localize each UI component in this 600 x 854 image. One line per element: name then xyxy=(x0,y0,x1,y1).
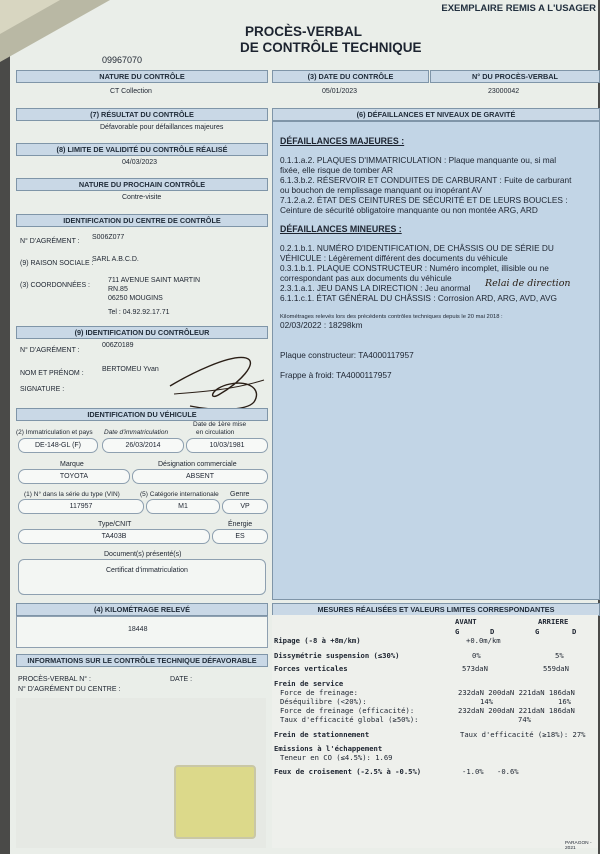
measures-header: MESURES RÉALISÉES ET VALEURS LIMITES CORRESPONDANTES xyxy=(272,603,600,616)
address-line-3: 06250 MOUGINS xyxy=(108,295,163,302)
immat-label: (2) Immatriculation et pays xyxy=(16,429,93,436)
designation-label: Désignation commerciale xyxy=(158,461,237,468)
footer-mark: PARAGON - 2021 xyxy=(565,841,592,851)
minor-line-1: 0.2.1.b.1. NUMÉRO D'IDENTIFICATION, DE CHÂSSIS OU DE SÉRIE DU xyxy=(280,243,554,253)
force-freinage-values: 232daN 200daN 221daN 186daN xyxy=(458,688,575,697)
arriere-d: D xyxy=(572,627,577,636)
desequilibre-arriere: 16% xyxy=(558,697,571,706)
emissions-label: Emissions à l'échappement xyxy=(274,744,383,753)
pv-document xyxy=(10,0,598,854)
copy-label: EXEMPLAIRE REMIS A L'USAGER xyxy=(441,3,596,14)
validity-value: 04/03/2023 xyxy=(122,159,158,166)
feux-label: Feux de croisement (-2.5% à -0.5%) xyxy=(274,767,422,776)
title-line-1: PROCÈS-VERBAL xyxy=(245,24,363,39)
taux-global-value: 74% xyxy=(518,715,531,724)
info-pv-label: PROCÈS-VERBAL N° : xyxy=(18,676,91,683)
avant-g: G xyxy=(455,627,460,636)
category-label: (5) Catégorie internationale xyxy=(140,491,219,498)
pv-number-value: 23000042 xyxy=(488,88,520,95)
forces-arriere: 559daN xyxy=(543,664,569,673)
km-history-note: Kilométrages relevés lors des précédents contrôles techniques depuis le 20 mai 2018 : xyxy=(280,314,503,320)
controleur-name: BERTOMEU Yvan xyxy=(102,366,159,373)
minor-line-6: 6.1.1.c.1. ÉTAT GÉNÉRAL DU CHÂSSIS : Corrosion ARD, ARG, AVD, AVG xyxy=(280,293,557,303)
hologram-sticker xyxy=(174,765,256,839)
vehicle-header: IDENTIFICATION DU VÉHICULE xyxy=(16,408,268,421)
first-circ-label-2: en circulation xyxy=(196,429,235,436)
centre-agrement-label: N° D'AGRÉMENT : xyxy=(20,238,80,245)
date-immat-label: Date d'immatriculation xyxy=(104,429,169,436)
feux-gauche: -1.0% xyxy=(462,767,484,776)
plaque-constructeur: Plaque constructeur: TA4000117957 xyxy=(280,350,414,360)
desequilibre-avant: 14% xyxy=(480,697,493,706)
minor-line-5: 2.3.1.a.1. JEU DANS LA DIRECTION : Jeu anormal xyxy=(280,283,471,293)
centre-phone: Tel : 04.92.92.17.71 xyxy=(108,309,170,316)
serial-number: 09967070 xyxy=(102,55,143,65)
major-line-5: 7.1.2.a.2. ÉTAT DES CEINTURES DE SÉCURITÉ ET DE LEURS BOUCLES : xyxy=(280,195,568,205)
info-agrement-label: N° D'AGRÉMENT DU CENTRE : xyxy=(18,686,121,693)
raison-sociale-label: (9) RAISON SOCIALE : xyxy=(20,260,94,267)
dissym-label: Dissymétrie suspension (≤30%) xyxy=(274,651,400,660)
major-line-1: 0.1.1.a.2. PLAQUES D'IMMATRICULATION : Plaque manquante ou, si mal xyxy=(280,155,557,165)
pv-number-header: N° DU PROCÈS-VERBAL xyxy=(430,70,600,83)
force-efficacite-values: 232daN 200daN 221daN 186daN xyxy=(458,706,575,715)
genre-value: VP xyxy=(222,499,268,514)
frein-service-label: Frein de service xyxy=(274,679,344,688)
desequilibre-label: Déséquilibre (<20%): xyxy=(280,697,367,706)
feux-droit: -0.6% xyxy=(497,767,519,776)
stationnement-taux: Taux d'efficacité (≥18%): 27% xyxy=(460,730,586,739)
centre-agrement: S006Z077 xyxy=(92,234,125,241)
category-value: M1 xyxy=(146,499,220,514)
centre-header: IDENTIFICATION DU CENTRE DE CONTRÔLE xyxy=(16,214,268,227)
nature-header: NATURE DU CONTRÔLE xyxy=(16,70,268,83)
designation-value: ABSENT xyxy=(132,469,268,484)
coordonnees-label: (3) COORDONNÉES : xyxy=(20,282,91,289)
first-circ-label-1: Date de 1ère mise xyxy=(193,421,247,428)
energie-label: Énergie xyxy=(228,521,253,528)
validity-header: (8) LIMITE DE VALIDITÉ DU CONTRÔLE RÉALISÉ xyxy=(16,143,268,156)
avant-d: D xyxy=(490,627,495,636)
minor-line-4: correspondant pas aux documents du véhicule xyxy=(280,273,452,283)
energie-value: ES xyxy=(212,529,268,544)
km-history-value: 02/03/2022 : 18298km xyxy=(280,320,363,330)
taux-global-label: Taux d'efficacité global (≥50%): xyxy=(280,715,419,724)
raison-sociale: SARL A.B.C.D. xyxy=(92,256,139,263)
major-line-3: 6.1.3.b.2. RÉSERVOIR ET CONDUITES DE CARBURANT : Fuite de carburant xyxy=(280,175,572,185)
defects-header: (6) DÉFAILLANCES ET NIVEAUX DE GRAVITÉ xyxy=(272,108,600,121)
nature-value: CT Collection xyxy=(110,88,152,95)
vin-label: (1) N° dans la série du type (VIN) xyxy=(24,491,120,498)
defects-panel xyxy=(272,121,600,600)
controleur-agrement: 006Z0189 xyxy=(102,342,134,349)
result-header: (7) RÉSULTAT DU CONTRÔLE xyxy=(16,108,268,121)
marque-label: Marque xyxy=(60,461,84,468)
address-line-2: RN.85 xyxy=(108,286,128,293)
controleur-name-label: NOM ET PRÉNOM : xyxy=(20,370,84,377)
major-line-2: fixée, elle risque de tomber AR xyxy=(280,165,393,175)
ripage-value: +0.0m/km xyxy=(466,636,501,645)
type-value: TA403B xyxy=(18,529,210,544)
controleur-header: (9) IDENTIFICATION DU CONTRÔLEUR xyxy=(16,326,268,339)
avant-label: AVANT xyxy=(455,617,477,626)
arriere-label: ARRIERE xyxy=(538,617,569,626)
immat-value: DE-148-GL (F) xyxy=(18,438,98,453)
documents-label: Document(s) présenté(s) xyxy=(104,551,182,558)
date-header: (3) DATE DU CONTRÔLE xyxy=(272,70,429,83)
dissym-arriere: 5% xyxy=(555,651,564,660)
date-immat-value: 26/03/2014 xyxy=(102,438,184,453)
minor-defects-title: DÉFAILLANCES MINEURES : xyxy=(280,224,402,234)
arriere-g: G xyxy=(535,627,540,636)
marque-value: TOYOTA xyxy=(18,469,130,484)
km-header: (4) KILOMÉTRAGE RELEVÉ xyxy=(16,603,268,616)
minor-line-2: VÉHICULE : Légèrement différent des documents du véhicule xyxy=(280,253,508,263)
info-def-header: INFORMATIONS SUR LE CONTRÔLE TECHNIQUE DÉFAVORABLE xyxy=(16,654,268,667)
minor-line-3: 0.3.1.b.1. PLAQUE CONSTRUCTEUR : Numéro incomplet, illisible ou ne xyxy=(280,263,549,273)
forces-label: Forces verticales xyxy=(274,664,348,673)
signature xyxy=(150,344,270,414)
genre-label: Genre xyxy=(230,491,250,498)
result-value: Défavorable pour défaillances majeures xyxy=(100,124,224,131)
major-line-4: ou bouchon de remplissage manquant ou inopérant AV xyxy=(280,185,482,195)
title-line-2: DE CONTRÔLE TECHNIQUE xyxy=(240,40,422,55)
documents-value: Certificat d'immatriculation xyxy=(106,567,188,574)
km-value: 18448 xyxy=(128,626,148,633)
ripage-label: Ripage (-8 à +8m/km) xyxy=(274,636,361,645)
stationnement-label: Frein de stationnement xyxy=(274,730,370,739)
first-circ-value: 10/03/1981 xyxy=(186,438,268,453)
documents-box xyxy=(18,559,266,595)
info-date-label: DATE : xyxy=(170,676,193,683)
force-freinage-label: Force de freinage: xyxy=(280,688,358,697)
dissym-avant: 0% xyxy=(472,651,481,660)
type-label: Type/CNIT xyxy=(98,521,132,528)
forces-avant: 573daN xyxy=(462,664,488,673)
next-control-header: NATURE DU PROCHAIN CONTRÔLE xyxy=(16,178,268,191)
controleur-agrement-label: N° D'AGRÉMENT : xyxy=(20,347,80,354)
next-control-value: Contre-visite xyxy=(122,194,162,201)
date-value: 05/01/2023 xyxy=(322,88,358,95)
force-efficacite-label: Force de freinage (efficacité): xyxy=(280,706,415,715)
handwritten-note: Relai de direction xyxy=(485,278,571,289)
frappe-a-froid: Frappe à froid: TA4000117957 xyxy=(280,370,392,380)
address-line-1: 711 AVENUE SAINT MARTIN xyxy=(108,277,201,284)
co-value: Teneur en CO (≤4.5%): 1.69 xyxy=(280,753,393,762)
signature-label: SIGNATURE : xyxy=(20,386,65,393)
major-defects-title: DÉFAILLANCES MAJEURES : xyxy=(280,136,405,146)
vin-value: 117957 xyxy=(18,499,144,514)
major-line-6: Ceinture de sécurité obligatoire manquante ou non montée ARG, ARD xyxy=(280,205,538,215)
